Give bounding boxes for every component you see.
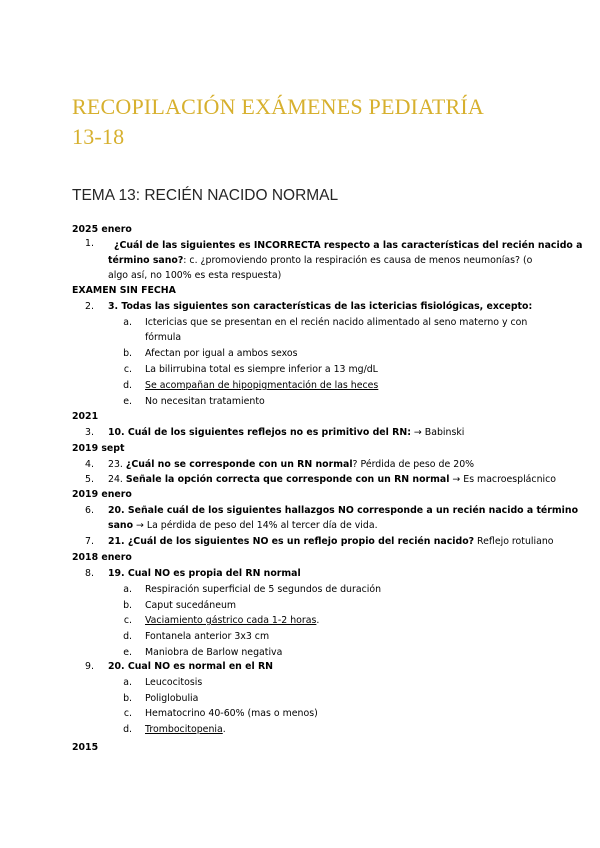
question-line xyxy=(108,567,301,581)
option-text: Fontanela anterior 3x3 cm xyxy=(145,631,270,642)
option-letter: e. xyxy=(123,396,132,407)
option-text: Afectan por igual a ambos sexos xyxy=(145,348,298,359)
question-text: 21. ¿Cuál de los siguientes NO es un reflejo propio del recién nacido? xyxy=(108,536,475,547)
question-line xyxy=(108,426,464,440)
question-line xyxy=(108,504,578,518)
list-number: 6. xyxy=(85,505,94,516)
document-title-line-2: 13-18 xyxy=(72,124,125,149)
date-heading: 2015 xyxy=(72,742,99,753)
question-line xyxy=(108,535,554,549)
option-text: fórmula xyxy=(145,332,182,343)
option-letter: d. xyxy=(123,724,132,735)
question-text: 3. Todas las siguientes son características de las ictericias fisiológicas, excepto: xyxy=(108,301,533,312)
option-letter: a. xyxy=(123,317,132,328)
answer-line xyxy=(108,269,281,283)
list-number: 7. xyxy=(85,536,94,547)
option-text: Caput sucedáneum xyxy=(145,600,237,611)
question-text: sano xyxy=(108,520,134,531)
question-text: término sano? xyxy=(108,255,184,266)
date-heading: 2019 enero xyxy=(72,489,132,500)
list-number: 9. xyxy=(85,661,94,672)
option-letter: d. xyxy=(123,631,132,642)
list-number: 1. xyxy=(85,238,94,249)
date-heading: 2021 xyxy=(72,411,99,422)
option-text: Hematocrino 40-60% (mas o menos) xyxy=(145,708,318,719)
date-heading: 2018 enero xyxy=(72,552,132,563)
section-heading: TEMA 13: RECIÉN NACIDO NORMAL xyxy=(72,187,339,204)
list-number: 3. xyxy=(85,427,94,438)
list-number: 4. xyxy=(85,459,94,470)
answer-text: → Es macroesplácnico xyxy=(449,474,557,485)
question-prefix: 23. xyxy=(108,459,126,470)
option-text: Leucocitosis xyxy=(145,677,203,688)
question-line xyxy=(108,254,532,268)
list-number: 5. xyxy=(85,474,94,485)
answer-text: : c. ¿promoviendo pronto la respiración es causa de menos neumonías? (o xyxy=(183,255,533,266)
option-letter: d. xyxy=(123,380,132,391)
option-letter: a. xyxy=(123,584,132,595)
question-line xyxy=(114,239,582,253)
answer-text: → La pérdida de peso del 14% al tercer día de vida. xyxy=(133,520,378,531)
option-text: Poliglobulia xyxy=(145,693,199,704)
answer-text: algo así, no 100% es esta respuesta) xyxy=(108,270,282,281)
question-text: ¿Cuál de las siguientes es INCORRECTA respecto a las características del recién nacido a xyxy=(114,240,583,251)
question-line xyxy=(108,660,273,674)
option-letter: c. xyxy=(123,708,132,719)
date-heading: EXAMEN SIN FECHA xyxy=(72,285,176,296)
question-text: 20. Señale cuál de los siguientes hallazgos NO corresponde a un recién nacido a término xyxy=(108,505,579,516)
document-title xyxy=(72,92,542,152)
question-line xyxy=(108,300,532,314)
answer-text: Reflejo rotuliano xyxy=(474,536,554,547)
question-text: 10. Cuál de los siguientes reflejos no es primitivo del RN: xyxy=(108,427,411,438)
option-text: Maniobra de Barlow negativa xyxy=(145,647,283,658)
option-text: Respiración superficial de 5 segundos de duración xyxy=(145,584,382,595)
answer-text: ? Pérdida de peso de 20% xyxy=(352,459,475,470)
document-title-line-1: RECOPILACIÓN EXÁMENES PEDIATRÍA xyxy=(72,94,484,119)
question-text: ¿Cuál no se corresponde con un RN normal xyxy=(125,459,353,470)
answer-text: → Babinski xyxy=(410,427,465,438)
question-text: 19. Cual NO es propia del RN normal xyxy=(108,568,301,579)
option-letter: b. xyxy=(123,693,132,704)
question-line xyxy=(108,458,474,472)
question-line xyxy=(108,473,556,487)
question-prefix: 24. xyxy=(108,474,126,485)
question-line xyxy=(108,519,378,533)
option-text-underlined: Trombocitopenia. xyxy=(145,724,226,735)
option-letter: a. xyxy=(123,677,132,688)
date-heading: 2019 sept xyxy=(72,443,125,454)
question-text: 20. Cual NO es normal en el RN xyxy=(108,661,274,672)
option-text-underlined: Se acompañan de hipopigmentación de las heces xyxy=(145,380,379,391)
option-letter: e. xyxy=(123,647,132,658)
option-letter: c. xyxy=(123,364,132,375)
option-text-underlined: Vaciamiento gástrico cada 1-2 horas. xyxy=(145,615,320,626)
question-text: Señale la opción correcta que corresponde con un RN normal xyxy=(125,474,450,485)
option-text: No necesitan tratamiento xyxy=(145,396,265,407)
option-text: La bilirrubina total es siempre inferior a 13 mg/dL xyxy=(145,364,378,375)
list-number: 8. xyxy=(85,568,94,579)
option-letter: c. xyxy=(123,615,132,626)
option-letter: b. xyxy=(123,348,132,359)
list-number: 2. xyxy=(85,301,94,312)
date-heading: 2025 enero xyxy=(72,224,132,235)
option-text: Ictericias que se presentan en el recién nacido alimentado al seno materno y con xyxy=(145,317,528,328)
option-letter: b. xyxy=(123,600,132,611)
